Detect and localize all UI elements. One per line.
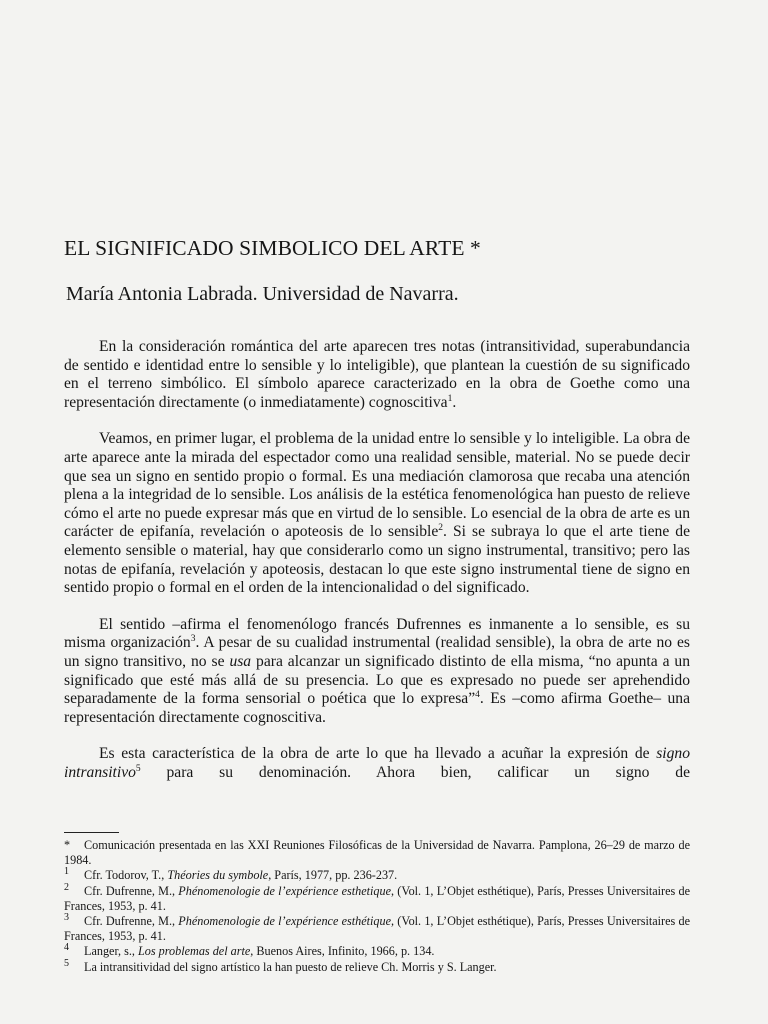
article-title: EL SIGNIFICADO SIMBOLICO DEL ARTE * <box>64 236 481 260</box>
footnote-5: $^5$ La intransitividad del signo artístico la han puesto de relieve Ch. Morris y S. Langer. <box>64 957 497 974</box>
footnote-3: $^3$ Cfr. Dufrenne, M., Phénomenologie de l’expérience esthétique, (Vol. 1, L’Objet esthétique), París, Presses Universitaires de Frances, 1953, p. 41. <box>64 911 690 944</box>
paragraph-2: Veamos, en primer lugar, el problema de la unidad entre lo sensible y lo inteligible. La obra de arte aparece ante la mirada del espectador como una realidad sensible, material. No se puede decir que sea un signo en sentido propio o formal. Es una mediación clamorosa que recaba una atención plena a la integridad de lo sensible. Los análisis de la estética fenomenológica han puesto de relieve cómo el arte no puede expresar más que en virtud de lo sensible. Lo esencial de la obra de arte es un carácter de epifanía, revelación o apoteosis de lo sensible$^2$. Si se subraya lo que el arte tiene de elemento sensible o material, hay que considerarlo como un signo instrumental, transitivo; pero las notas de epifanía, revelación y apoteosis, destacan lo que este signo instrumental tiene de signo en sentido propio o formal en el orden de la intencionalidad o del significado. <box>64 430 691 597</box>
paragraph-3: El sentido –afirma el fenomenólogo francés Dufrennes es inmanente a lo sensible, es su misma organización$^3$. A pesar de su cualidad instrumental (realidad sensible), la obra de arte no es un signo transitivo, no se usa para alcanzar un significado distinto de ella misma, “no apunta a un significado que esté más allá de su presencia. Lo que es expresado no puede ser aprehendido separadamente de la forma sensorial o poética que lo expresa”$^4$. Es –como afirma Goethe– una representación directamente cognoscitiva. <box>64 615 691 726</box>
footnote-ref-1: 1 <box>447 393 453 404</box>
footnote-1: $^1$ Cfr. Todorov, T., Théories du symbole, París, 1977, pp. 236-237. <box>64 866 398 883</box>
footnote-ref-5: 5 <box>135 763 141 774</box>
footnote-mark: 3 <box>64 911 69 923</box>
footnote-mark: 5 <box>64 957 69 969</box>
footnote-star: * Comunicación presentada en las XXI Reuniones Filosóficas de la Universidad de Navarra. Pamplona, 26–29 de marzo de 1984. <box>64 838 690 868</box>
footnote-ref-2: 2 <box>438 523 444 534</box>
footnote-ref-4: 4 <box>475 689 480 700</box>
paragraph-1: En la consideración romántica del arte aparecen tres notas (intransitividad, superabundancia de sentido e identidad entre lo sensible y lo inteligible), que plantean la cuestión de su significado en el terreno simbólico. El símbolo aparece caracterizado en la obra de Goethe como una representación directamente (o inmediatamente) cognoscitiva$^1$. <box>64 338 690 411</box>
footnote-mark: 1 <box>64 866 69 878</box>
footnote-mark: * <box>64 838 71 852</box>
footnotes <box>64 838 690 975</box>
footnote-mark: 2 <box>64 881 69 893</box>
emphasis-signo-intransitivo: signo intransitivo <box>64 745 690 781</box>
footnote-4: $^4$ Langer, s., Los problemas del arte, Buenos Aires, Infinito, 1966, p. 134. <box>64 942 435 959</box>
paragraph-4: Es esta característica de la obra de arte lo que ha llevado a acuñar la expresión de signo intransitivo$^5$ para su denominación. Ahora bien, calificar un signo de <box>64 745 690 781</box>
footnote-ref-3: 3 <box>190 634 196 645</box>
body-text <box>64 338 690 801</box>
footnote-mark: 4 <box>64 942 69 954</box>
author-affiliation: María Antonia Labrada. Universidad de Navarra. <box>66 283 459 305</box>
footnote-separator <box>64 832 119 833</box>
emphasis-usa: usa <box>229 652 252 670</box>
footnote-2: $^2$ Cfr. Dufrenne, M., Phénomenologie de l’expérience esthetique, (Vol. 1, L’Objet esthétique), París, Presses Universitaires de Frances, 1953, p. 41. <box>64 881 690 913</box>
